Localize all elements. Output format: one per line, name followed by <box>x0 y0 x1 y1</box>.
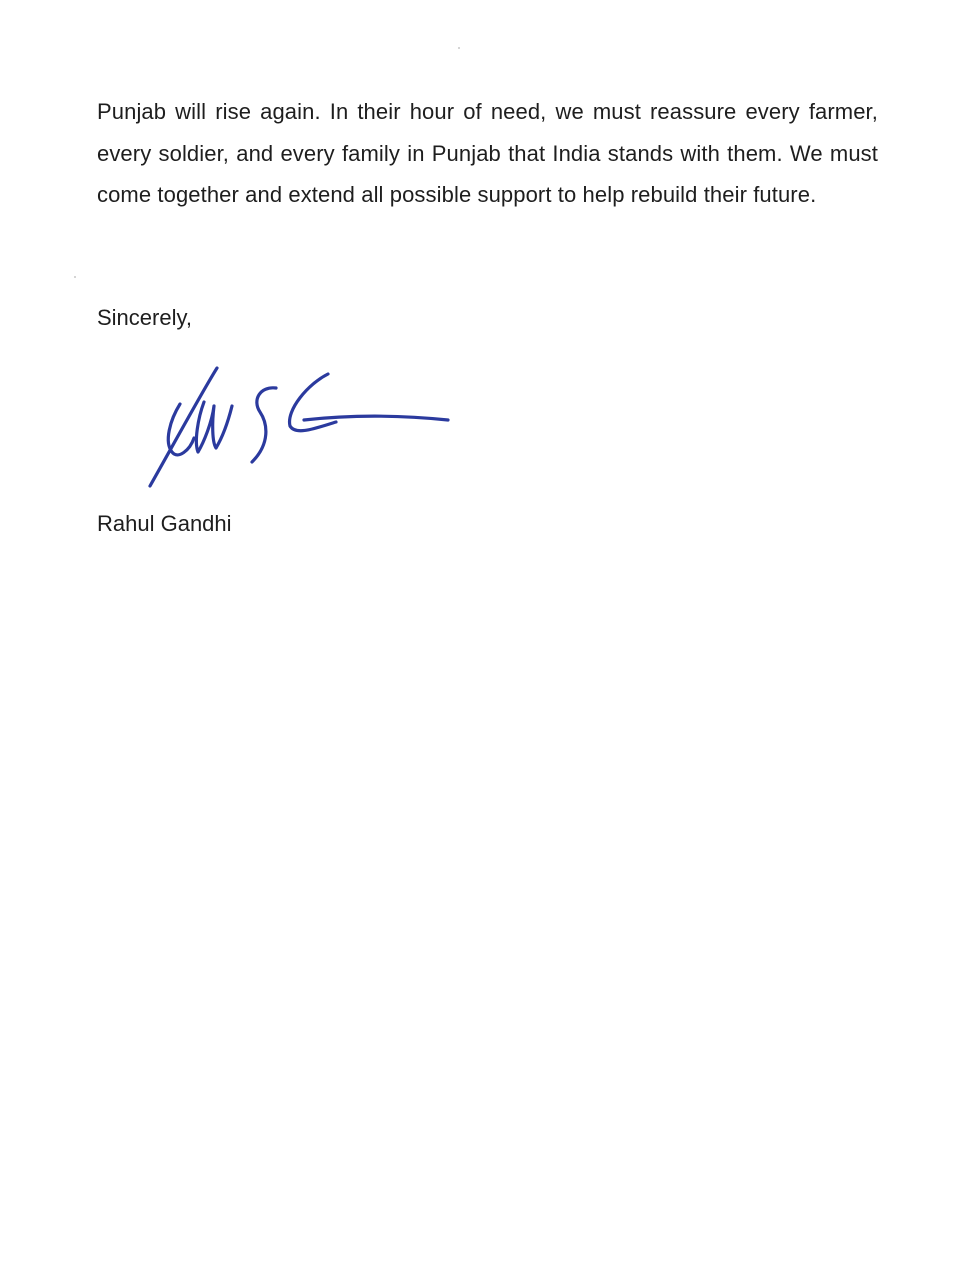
signature-stroke <box>290 374 336 431</box>
handwritten-signature <box>140 358 460 498</box>
signature-stroke <box>196 402 232 452</box>
signature-stroke <box>150 368 217 486</box>
signature-stroke <box>252 388 276 462</box>
signature-stroke <box>304 416 448 420</box>
scan-speck <box>74 276 76 278</box>
letter-body-paragraph: Punjab will rise again. In their hour of need, we must reassure every farmer, every soldier, and every family in Punjab that India stands with them. We must come together and extend all possible support to help rebuild their future. <box>97 99 878 207</box>
signer-name: Rahul Gandhi <box>97 511 232 536</box>
letter-closing: Sincerely, <box>97 305 192 330</box>
scan-speck <box>458 47 460 49</box>
signature-strokes <box>150 368 448 486</box>
